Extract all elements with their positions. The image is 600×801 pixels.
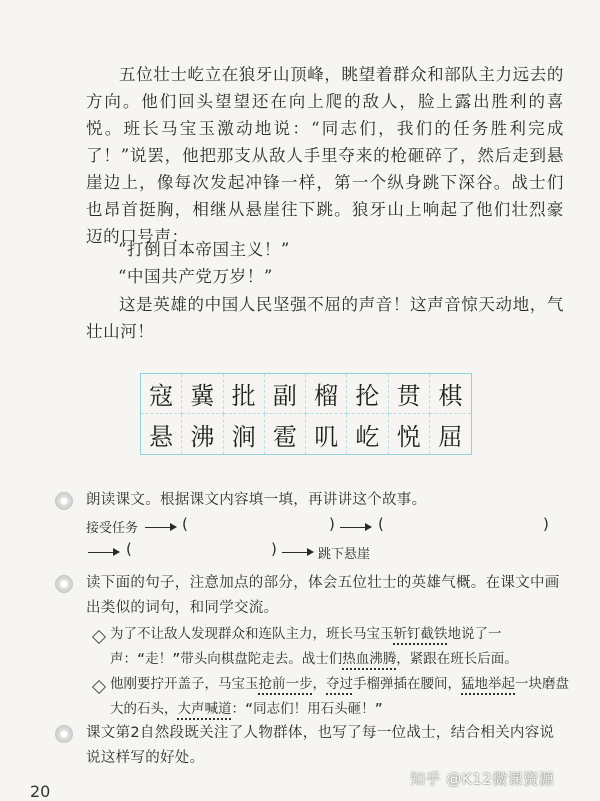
character-cell: 冀	[182, 374, 223, 414]
flow-start-label: 接受任务	[86, 521, 139, 536]
character-cell: 贯	[389, 374, 430, 414]
flow-arrow-icon	[282, 552, 312, 553]
story-paragraph-2: 这是英雄的中国人民坚强不屈的声音！这声音惊天动地，气壮山河！	[86, 295, 564, 341]
watermark: 知乎 @K12微课资源	[410, 770, 555, 788]
example-sentence-2: 他刚要拧开盖子，马宝玉抢前一步，夺过手榴弹插在腰间，猛地举起一块磨盘大的石头，大声喊道：“同志们！用石头砸！”	[110, 676, 569, 717]
flow-end-label: 跳下悬崖	[318, 547, 371, 562]
character-cell: 涧	[224, 414, 265, 454]
flow-arrow-icon	[145, 527, 175, 528]
flow-blank-1-close: )	[329, 515, 335, 533]
emphasis-phrase: 猛地举起	[461, 676, 515, 692]
flow-blank-2-open: (	[378, 515, 384, 533]
character-cell: 屹	[347, 414, 388, 454]
character-cell: 悬	[141, 414, 182, 454]
flow-arrow-icon	[88, 552, 118, 553]
story-paragraph-1: 五位壮士屹立在狼牙山顶峰，眺望着群众和部队主力远去的方向。他们回头望望还在向上爬的敌人，脸上露出胜利的喜悦。班长马宝玉激动地说：“同志们，我们的任务胜利完成了！”说罢，他把那支从敌人手里夺来的枪砸碎了，然后走到悬崖边上，像每次发起冲锋一样，第一个纵身跳下深谷。战士们也昂首挺胸，相继从悬崖往下跳。狼牙山上响起了他们壮烈豪迈的口号声：	[86, 65, 564, 246]
character-cell: 寇	[141, 374, 182, 414]
flow-arrow-icon	[340, 527, 370, 528]
diamond-bullet-icon	[92, 680, 106, 694]
character-cell: 悦	[389, 414, 430, 454]
page-number: 20	[30, 782, 51, 801]
character-cell: 批	[224, 374, 265, 414]
character-cell: 叽	[306, 414, 347, 454]
flow-blank-1-open: (	[182, 515, 188, 533]
character-cell: 榴	[306, 374, 347, 414]
story-quote-2: “中国共产党万岁！”	[118, 267, 273, 286]
exercise-bullet-icon	[55, 575, 73, 593]
character-cell: 雹	[265, 414, 306, 454]
diamond-bullet-icon	[92, 630, 106, 644]
exercise-3-text: 课文第2自然段既关注了人物群体，也写了每一位战士，结合相关内容说说这样写的好处。	[86, 725, 555, 766]
character-cell: 棋	[430, 374, 471, 414]
emphasis-phrase: 斩钉截铁	[393, 626, 448, 642]
emphasis-phrase: 夺过	[326, 676, 353, 692]
character-cell: 抡	[347, 374, 388, 414]
character-cell: 副	[265, 374, 306, 414]
character-cell: 屈	[438, 422, 463, 451]
flow-blank-2-close: )	[543, 515, 549, 533]
story-quote-1: “打倒日本帝国主义！”	[118, 240, 290, 259]
character-grid	[140, 373, 472, 455]
example-sentence-1: 为了不让敌人发现群众和连队主力，班长马宝玉斩钉截铁地说了一声：“走！”带头向棋盘陀走去。战士们热血沸腾，紧跟在班长后面。	[110, 626, 518, 667]
exercise-2-text: 读下面的句子，注意加点的部分，体会五位壮士的英雄气概。在课文中画出类似的词句，和同学交流。	[86, 575, 560, 616]
emphasis-phrase: 大声喊道	[177, 701, 232, 717]
exercise-bullet-icon	[55, 492, 73, 510]
exercise-bullet-icon	[55, 725, 73, 743]
emphasis-phrase: 热血沸腾	[342, 651, 397, 667]
exercise-1-text: 朗读课文。根据课文内容填一填，再讲讲这个故事。	[86, 492, 427, 508]
flow-blank-3-close: )	[271, 540, 277, 558]
flow-blank-3-open: (	[126, 540, 132, 558]
character-cell: 沸	[182, 414, 223, 454]
emphasis-phrase: 抢前一步	[258, 676, 313, 692]
